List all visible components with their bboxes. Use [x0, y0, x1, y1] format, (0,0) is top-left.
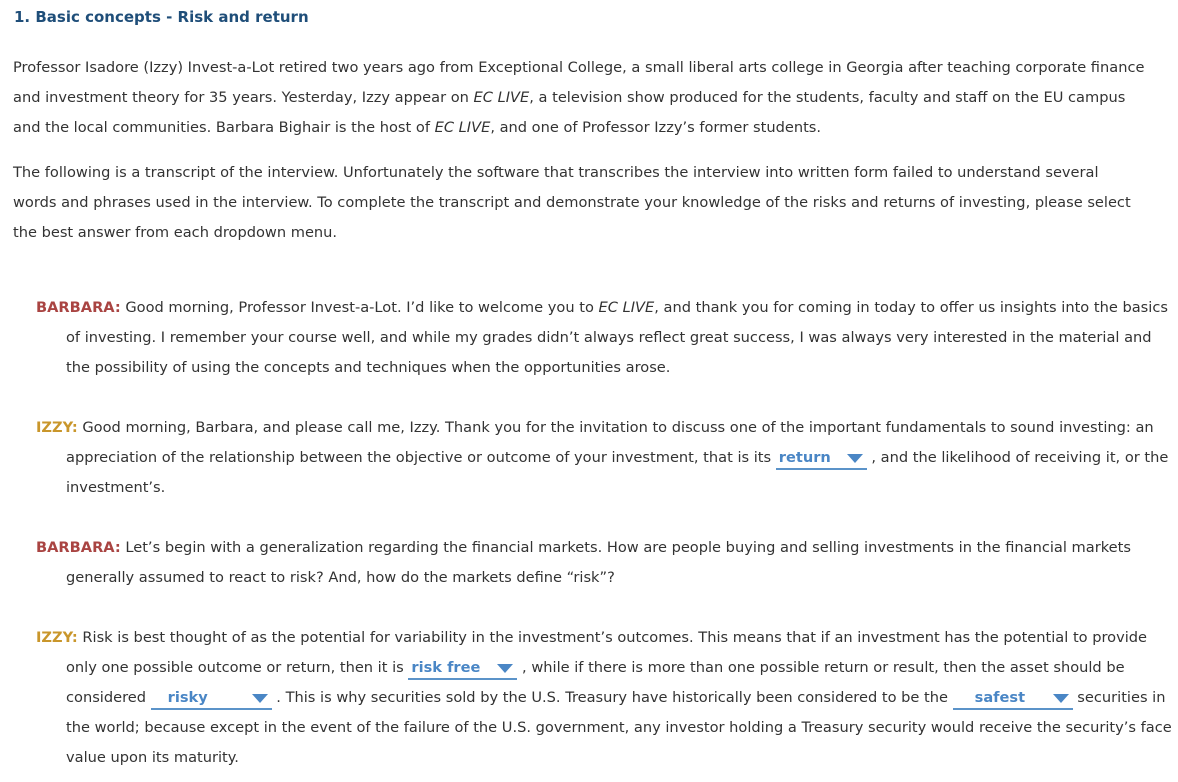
risk-free-dropdown[interactable]: [408, 659, 517, 680]
show-name: EC LIVE: [598, 299, 655, 316]
dropdown-value: risky: [167, 689, 208, 706]
show-name: EC LIVE: [434, 119, 491, 136]
transcript-izzy-2: IZZY: Risk is best thought of as the potential for variability in the investment’s outcomes. This means that if an investment has the potential to provide only one possible outcome or return, then it is risk free , while if there is more than one possible return or result, then the asset should be considered risky . This is why securities sold by the U.S. Treasury have historically been considered to be the safest securities in the world; because except in the event of the failure of the U.S. government, any investor holding a Treasury security would receive the security’s face value upon its maturity.: [36, 629, 1172, 766]
dropdown-value: risk free: [411, 659, 481, 676]
risky-dropdown[interactable]: [151, 689, 272, 710]
show-name: EC LIVE: [473, 89, 530, 106]
caret-down-icon: [1053, 694, 1069, 703]
intro-paragraph-1: Professor Isadore (Izzy) Invest-a-Lot retired two years ago from Exceptional College, a small liberal arts college in Georgia after teaching corporate finance and investment theory for 35 years. Yesterday, Izzy appear on EC LIVE, a television show produced for the students, faculty and staff on the EU campus and the local communities. Barbara Bighair is the host of EC LIVE, and one of Professor Izzy’s former students.: [13, 59, 1145, 136]
transcript-barbara-1: BARBARA: Good morning, Professor Invest-a-Lot. I’d like to welcome you to EC LIVE, and thank you for coming in today to offer us insights into the basics of investing. I remember your course well, and while my grades didn’t always reflect great success, I was always very interested in the material and the possibility of using the concepts and techniques when the opportunities arose.: [36, 299, 1168, 376]
dropdown-value: return: [778, 449, 831, 466]
speaker-label: BARBARA:: [36, 299, 121, 316]
caret-down-icon: [252, 694, 268, 703]
transcript-izzy-1: IZZY: Good morning, Barbara, and please call me, Izzy. Thank you for the invitation to discuss one of the important fundamentals to sound investing: an appreciation of the relationship between the objective or outcome of your investment, that is its return , and the likelihood of receiving it, or the investment’s.: [36, 419, 1169, 496]
intro-paragraph-2: The following is a transcript of the interview. Unfortunately the software that transcribes the interview into written form failed to understand several words and phrases used in the interview. To complete the transcript and demonstrate your knowledge of the risks and returns of investing, please select the best answer from each dropdown menu.: [13, 164, 1131, 241]
speaker-label: BARBARA:: [36, 539, 121, 556]
transcript-barbara-2: BARBARA: Let’s begin with a generalization regarding the financial markets. How are people buying and selling investments in the financial markets generally assumed to react to risk? And, how do the markets define “risk”?: [36, 539, 1131, 586]
return-dropdown[interactable]: [776, 449, 867, 470]
page-title: 1. Basic concepts - Risk and return: [14, 8, 309, 26]
speaker-label: IZZY:: [36, 629, 78, 646]
safest-dropdown[interactable]: [953, 689, 1073, 710]
speaker-label: IZZY:: [36, 419, 78, 436]
caret-down-icon: [497, 664, 513, 673]
caret-down-icon: [847, 454, 863, 463]
dropdown-value: safest: [974, 689, 1026, 706]
